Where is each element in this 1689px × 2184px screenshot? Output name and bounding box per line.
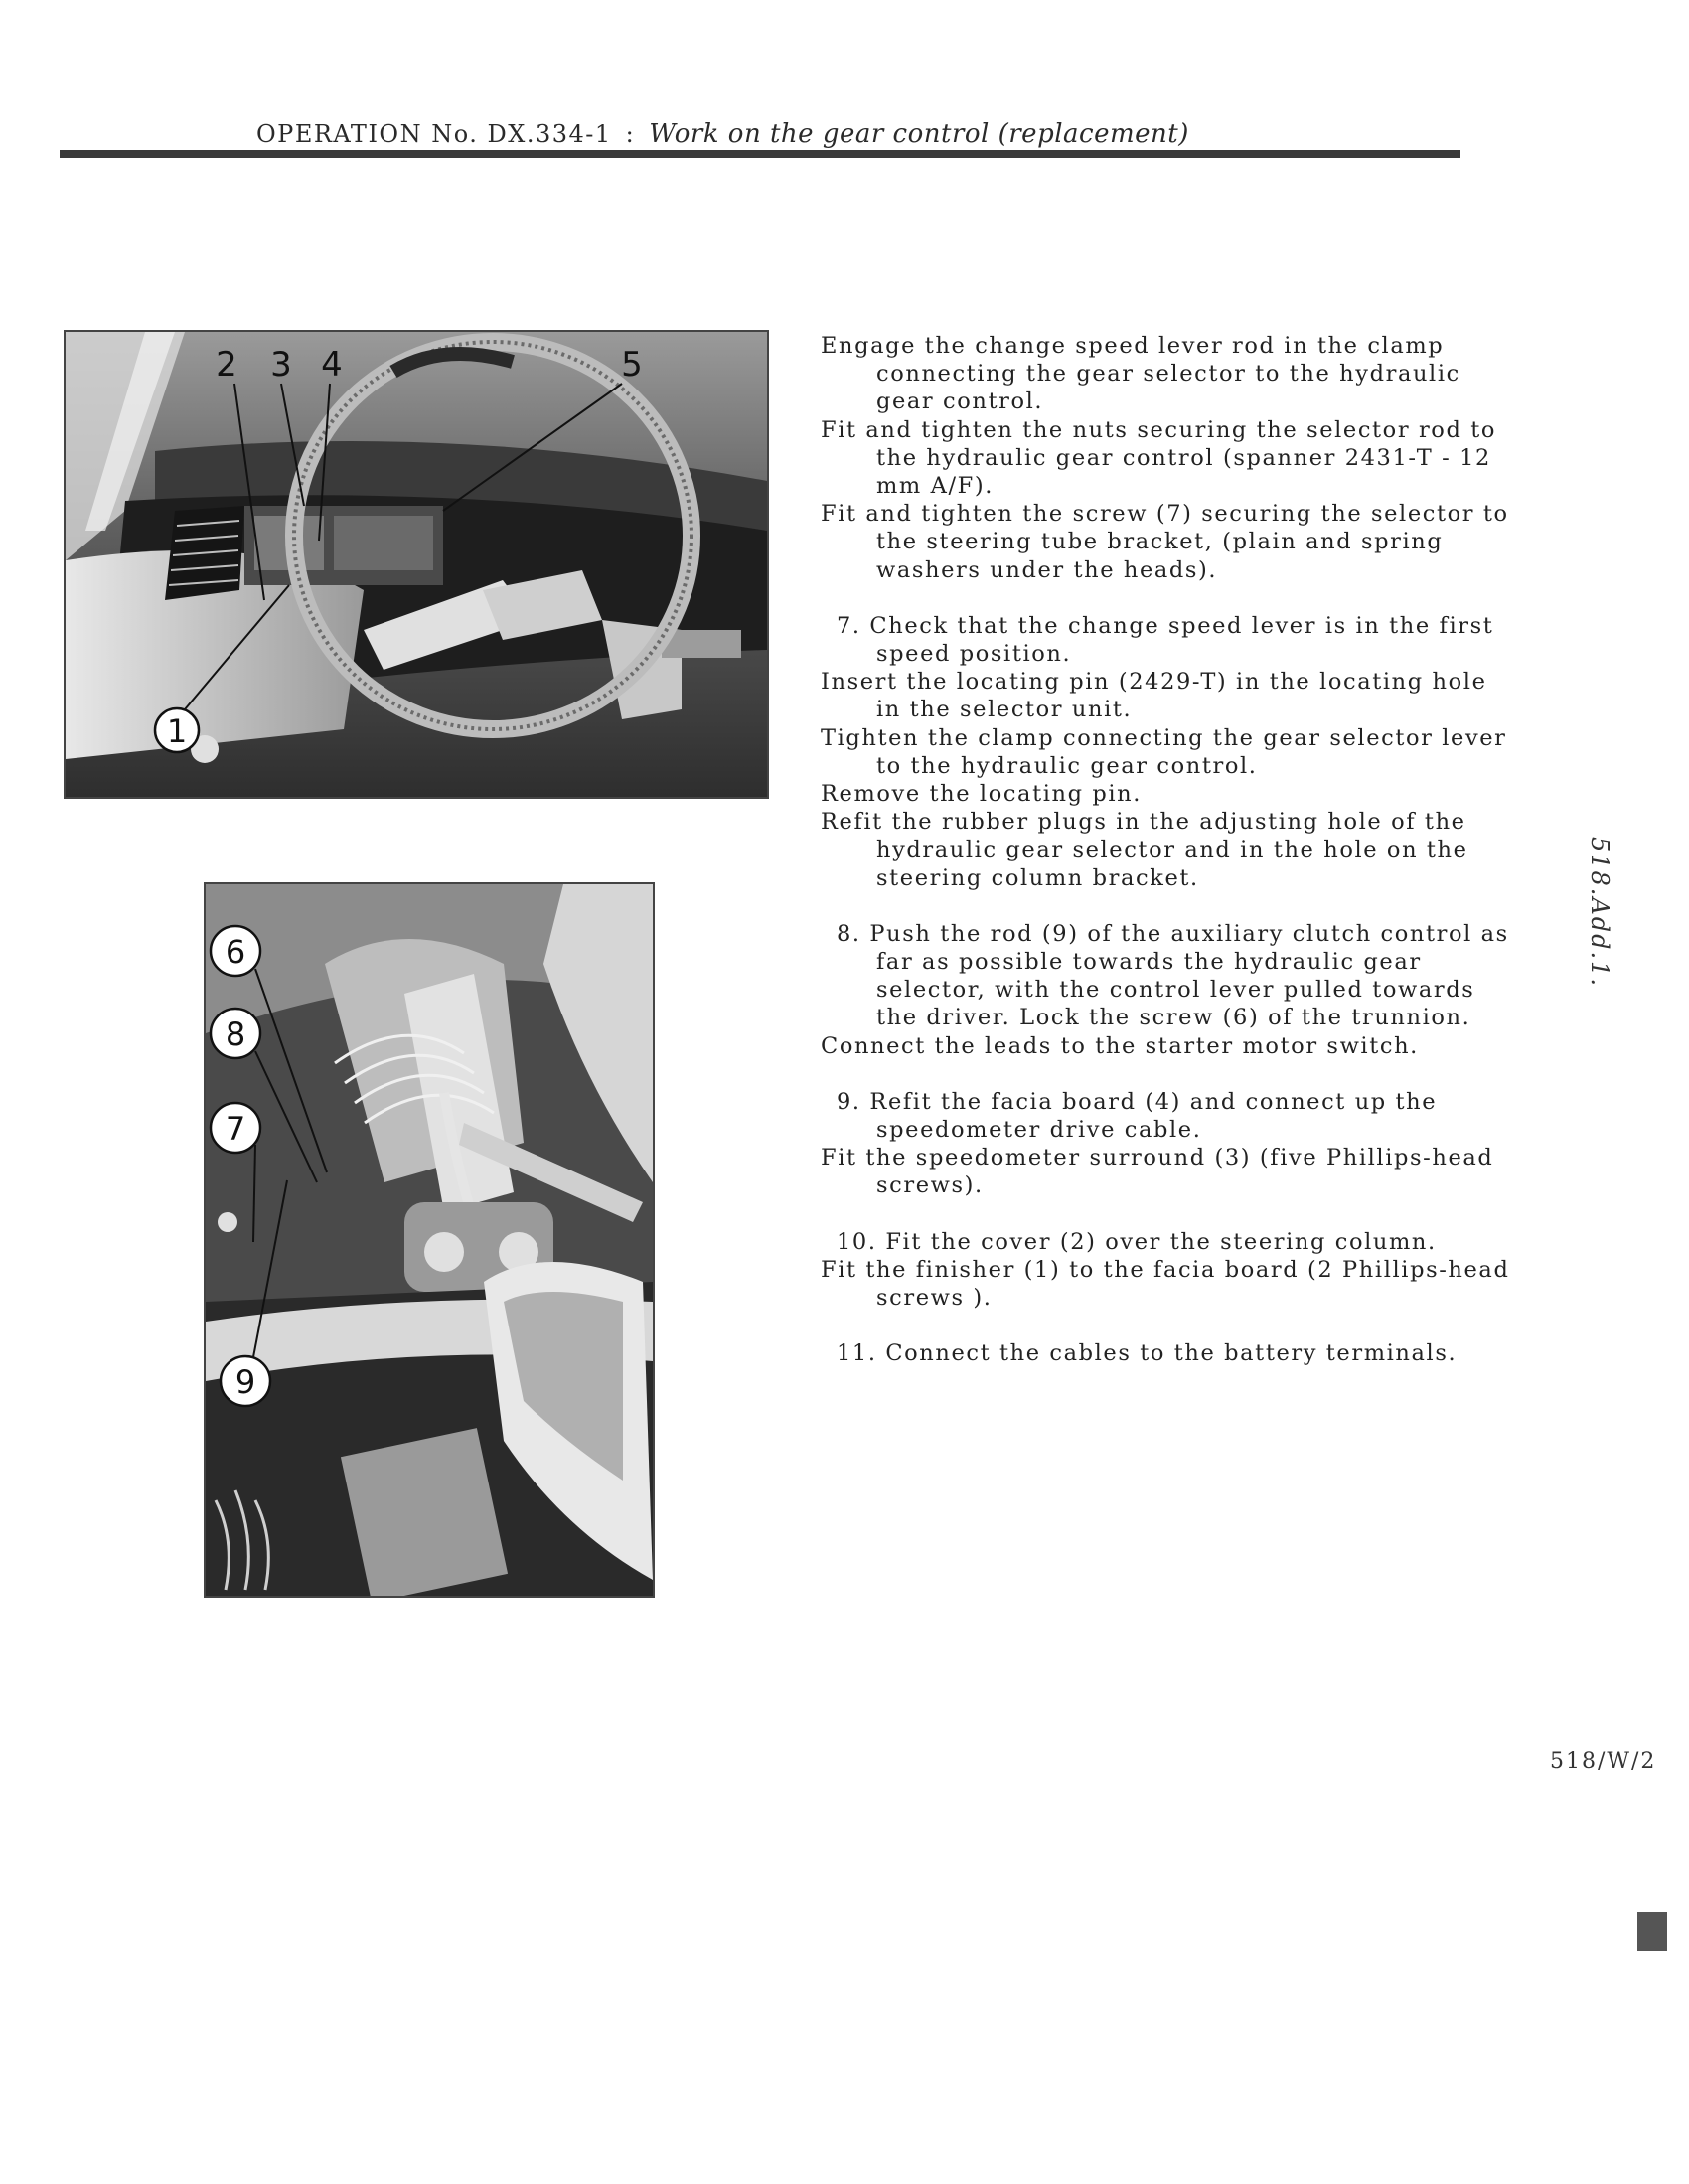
instruction-line: Refit the rubber plugs in the adjusting hole of the hydraulic gear selector and in the hole on the steering column bracket.	[821, 809, 1468, 891]
page-number: 518/W/2	[1550, 1749, 1657, 1774]
callout-4: 4	[321, 345, 343, 385]
paragraph-gap	[821, 1312, 1516, 1339]
paragraph-gap	[821, 584, 1516, 612]
instruction-line: Connect the leads to the starter motor switch.	[821, 1032, 1419, 1059]
page-header	[256, 119, 1189, 149]
callout-7: 7	[225, 1110, 246, 1148]
callout-8: 8	[225, 1015, 246, 1053]
callout-1: 1	[166, 712, 188, 750]
figure-selector-photo	[204, 882, 655, 1598]
numbered-step: 9. Refit the facia board (4) and connect up the speedometer drive cable.	[837, 1088, 1438, 1144]
callout-3: 3	[270, 345, 292, 385]
instruction-line: Engage the change speed lever rod in the clamp connecting the gear selector to the hydraulic gear control.	[821, 333, 1460, 415]
callout-5: 5	[621, 345, 643, 385]
instruction-line: Insert the locating pin (2429-T) in the locating hole in the selector unit.	[821, 669, 1487, 723]
numbered-step: 10. Fit the cover (2) over the steering column.	[837, 1228, 1437, 1255]
scan-mark	[1637, 1912, 1667, 1951]
callout-6: 6	[225, 933, 246, 971]
numbered-step: 11. Connect the cables to the battery terminals.	[837, 1340, 1458, 1367]
instructions-text	[821, 332, 1516, 1368]
side-reference: 518.Add.1.	[1586, 837, 1613, 989]
paragraph-gap	[821, 892, 1516, 920]
instruction-line: Remove the locating pin.	[821, 781, 1143, 808]
instruction-line: Fit the speedometer surround (3) (five Phillips-head screws).	[821, 1145, 1494, 1199]
header-rule	[60, 150, 1460, 158]
operation-title: Work on the gear control (replacement)	[649, 119, 1189, 149]
instruction-line: Fit and tighten the nuts securing the selector rod to the hydraulic gear control (spanner 2431-T - 12 mm A/F).	[821, 416, 1496, 500]
paragraph-gap	[821, 1200, 1516, 1228]
figure-dashboard-photo	[64, 330, 769, 799]
callout-9: 9	[234, 1363, 256, 1401]
selector-illustration	[206, 884, 653, 1596]
numbered-step: 8. Push the rod (9) of the auxiliary clutch control as far as possible towards the hydraulic gear selector, with the control lever pulled towards the driver. Lock the screw (6) of the trunnion.	[837, 920, 1509, 1031]
paragraph-gap	[821, 1060, 1516, 1088]
instruction-line: Fit the finisher (1) to the facia board (2 Phillips-head screws ).	[821, 1256, 1510, 1312]
numbered-step: 7. Check that the change speed lever is in the first speed position.	[837, 612, 1494, 668]
instruction-line: Tighten the clamp connecting the gear selector lever to the hydraulic gear control.	[821, 724, 1507, 779]
operation-number: OPERATION No. DX.334-1	[256, 120, 612, 148]
callout-2: 2	[216, 345, 237, 385]
dashboard-illustration	[66, 332, 767, 797]
instruction-line: Fit and tighten the screw (7) securing the selector to the steering tube bracket, (plain and spring washers under the heads).	[821, 501, 1509, 583]
header-separator: :	[625, 120, 636, 148]
